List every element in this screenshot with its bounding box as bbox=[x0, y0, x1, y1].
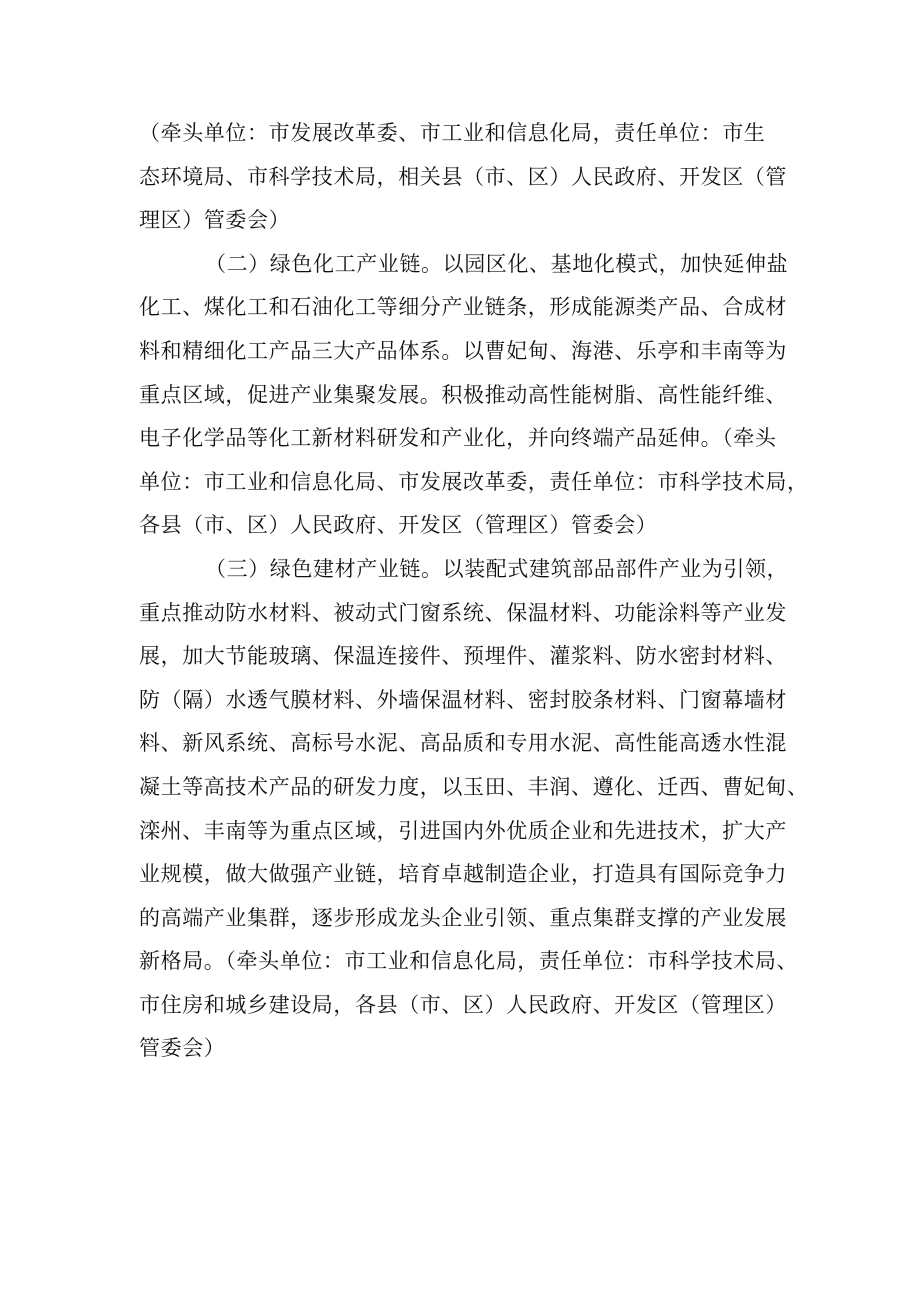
text-line: 理区）管委会） bbox=[139, 208, 291, 233]
text-line: 化工、煤化工和石油化工等细分产业链条，形成能源类产品、合成材 bbox=[139, 295, 787, 320]
text-line: 凝土等高技术产品的研发力度，以玉田、丰润、遵化、迁西、曹妃甸、 bbox=[139, 774, 809, 799]
text-line: 重点区域，促进产业集聚发展。积极推动高性能树脂、高性能纤维、 bbox=[139, 382, 787, 407]
text-line: 市住房和城乡建设局，各县（市、区）人民政府、开发区（管理区） bbox=[139, 992, 787, 1017]
text-line: 电子化学品等化工新材料研发和产业化，并向终端产品延伸。（牵头 bbox=[139, 426, 777, 451]
text-line: 新格局。（牵头单位：市工业和信息化局，责任单位：市科学技术局、 bbox=[139, 949, 799, 974]
text-line: 态环境局、市科学技术局，相关县（市、区）人民政府、开发区（管 bbox=[139, 164, 787, 189]
text-line: 重点推动防水材料、被动式门窗系统、保温材料、功能涂料等产业发 bbox=[139, 600, 787, 625]
text-line: 料和精细化工产品三大产品体系。以曹妃甸、海港、乐亭和丰南等为 bbox=[139, 338, 787, 363]
document-body bbox=[139, 112, 809, 1071]
text-line: （二）绿色化工产业链。以园区化、基地化模式，加快延伸盐 bbox=[205, 251, 789, 276]
text-line: 业规模，做大做强产业链，培育卓越制造企业，打造具有国际竞争力 bbox=[139, 862, 787, 887]
text-line: （牵头单位：市发展改革委、市工业和信息化局，责任单位：市生 bbox=[139, 121, 766, 145]
paragraph-green-building-materials bbox=[139, 548, 809, 1071]
text-line: 展，加大节能玻璃、保温连接件、预埋件、灌浆料、防水密封材料、 bbox=[139, 644, 787, 669]
text-line: 管委会） bbox=[139, 1036, 226, 1061]
text-line: 滦州、丰南等为重点区域，引进国内外优质企业和先进技术，扩大产 bbox=[139, 818, 787, 843]
text-line: 料、新风系统、高标号水泥、高品质和专用水泥、高性能高透水性混 bbox=[139, 731, 787, 756]
text-line: 的高端产业集群，逐步形成龙头企业引领、重点集群支撑的产业发展 bbox=[139, 905, 787, 930]
text-line: 各县（市、区）人民政府、开发区（管理区）管委会） bbox=[139, 513, 658, 538]
text-line: 单位：市工业和信息化局、市发展改革委，责任单位：市科学技术局， bbox=[139, 469, 809, 494]
text-line: 防（隔）水透气膜材料、外墙保温材料、密封胶条材料、门窗幕墙材 bbox=[139, 687, 787, 712]
text-line: （三）绿色建材产业链。以装配式建筑部品部件产业为引领， bbox=[205, 556, 789, 581]
paragraph-responsible-units bbox=[139, 112, 799, 243]
paragraph-green-chemical-industry bbox=[139, 243, 809, 548]
